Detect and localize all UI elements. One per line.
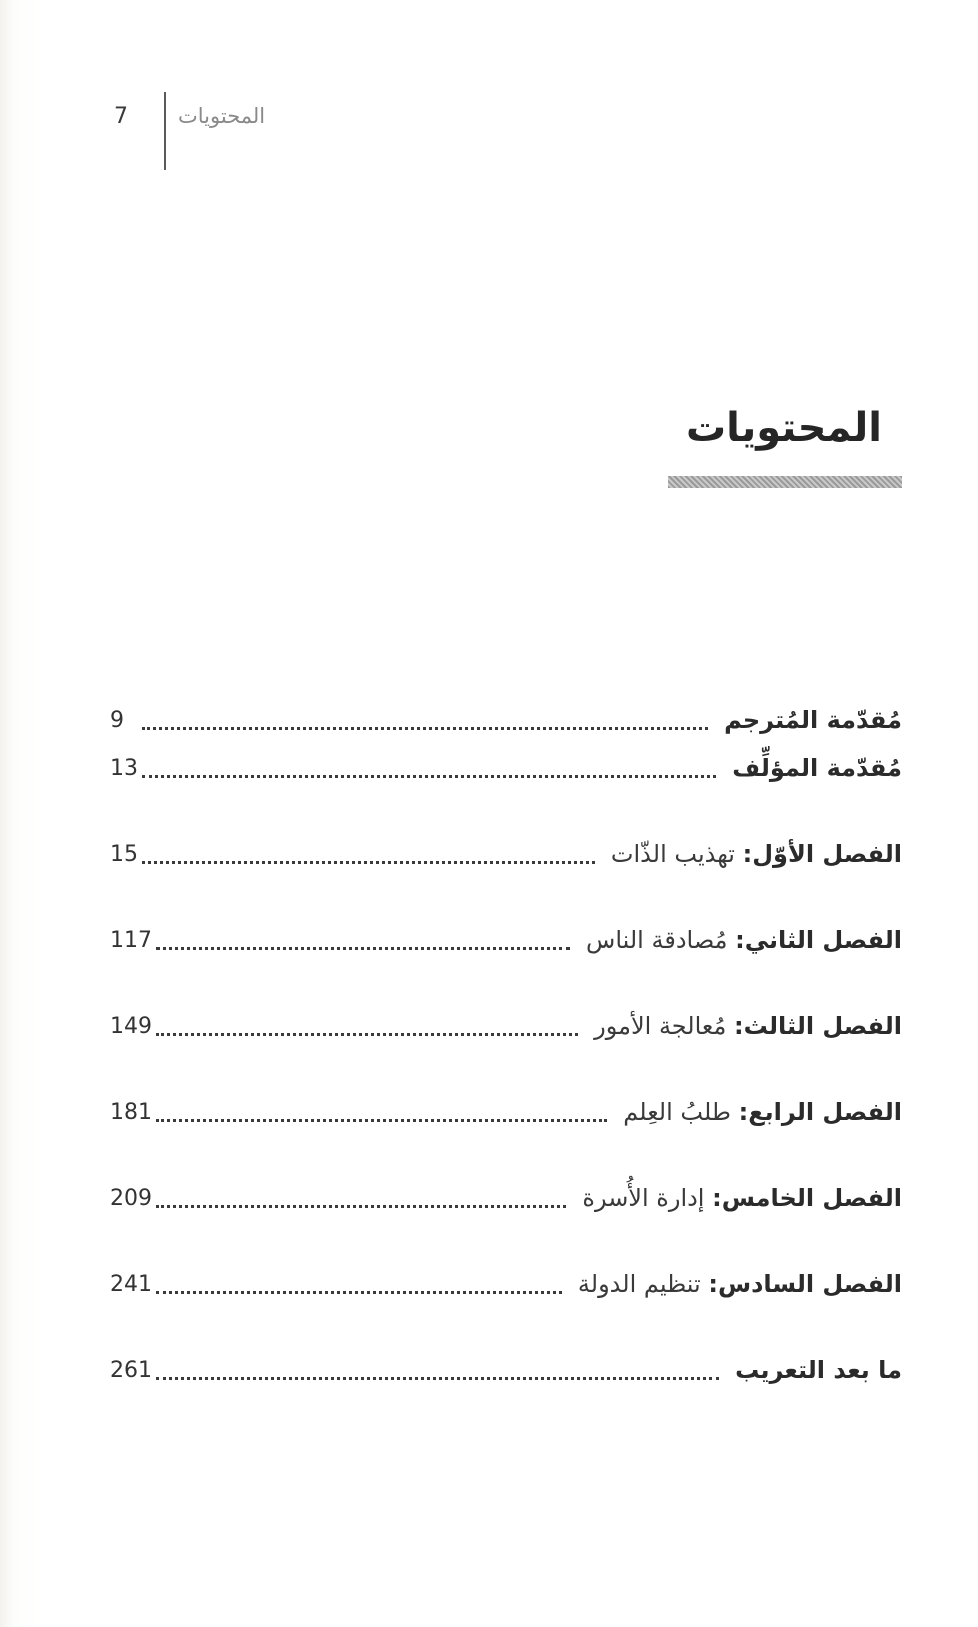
header-page-number: 7 [114, 104, 128, 129]
dot-leader [142, 861, 595, 864]
header-divider [164, 92, 166, 170]
running-header [100, 92, 300, 172]
toc-entry-label: الفصل الخامس: إدارة الأُسرة [582, 1184, 902, 1212]
toc-entry-page: 149 [110, 1013, 152, 1039]
toc-entry-label: الفصل السادس: تنظيم الدولة [577, 1270, 902, 1298]
toc-entry-page: 241 [110, 1271, 152, 1297]
toc-entry-label: الفصل الثالث: مُعالجة الأمور [594, 1012, 902, 1040]
dot-leader [142, 775, 716, 778]
dot-leader [156, 1205, 566, 1208]
page-title: المحتويات [685, 405, 882, 451]
toc-entry-label: مُقدّمة المؤلِّف [732, 754, 902, 782]
toc-entry-label: مُقدّمة المُترجم [724, 706, 902, 734]
toc-entry-chapter-4[interactable] [110, 1092, 902, 1132]
dot-leader [156, 1033, 578, 1036]
toc-entry-label: الفصل الرابع: طلبُ العِلم [623, 1098, 902, 1126]
dot-leader [156, 947, 570, 950]
toc-entry-page: 9 [110, 707, 124, 733]
toc-entry-page: 261 [110, 1357, 152, 1383]
toc-entry-chapter-3[interactable] [110, 1006, 902, 1046]
header-title: المحتويات [178, 104, 266, 128]
dot-leader [156, 1119, 607, 1122]
toc-entry-page: 181 [110, 1099, 152, 1125]
toc-entry-page: 13 [110, 755, 138, 781]
toc-entry-label: الفصل الأوّل: تهذيب الذّات [610, 840, 902, 868]
toc-entry-label: ما بعد التعريب [735, 1356, 902, 1384]
toc-entry-label: الفصل الثاني: مُصادقة الناس [586, 926, 902, 954]
toc-entry-chapter-2[interactable] [110, 920, 902, 960]
toc-entry-translator-preface[interactable] [110, 700, 902, 740]
toc-entry-chapter-6[interactable] [110, 1264, 902, 1304]
toc-entry-page: 15 [110, 841, 138, 867]
toc-entry-chapter-5[interactable] [110, 1178, 902, 1218]
toc-entry-chapter-1[interactable] [110, 834, 902, 874]
toc-entry-author-preface[interactable] [110, 748, 902, 788]
title-underline [668, 476, 902, 488]
dot-leader [156, 1377, 719, 1380]
toc-entry-page: 117 [110, 927, 152, 953]
dot-leader [142, 727, 708, 730]
toc-entry-afterword[interactable] [110, 1350, 902, 1390]
dot-leader [156, 1291, 562, 1294]
table-of-contents [110, 700, 902, 1440]
toc-entry-page: 209 [110, 1185, 152, 1211]
